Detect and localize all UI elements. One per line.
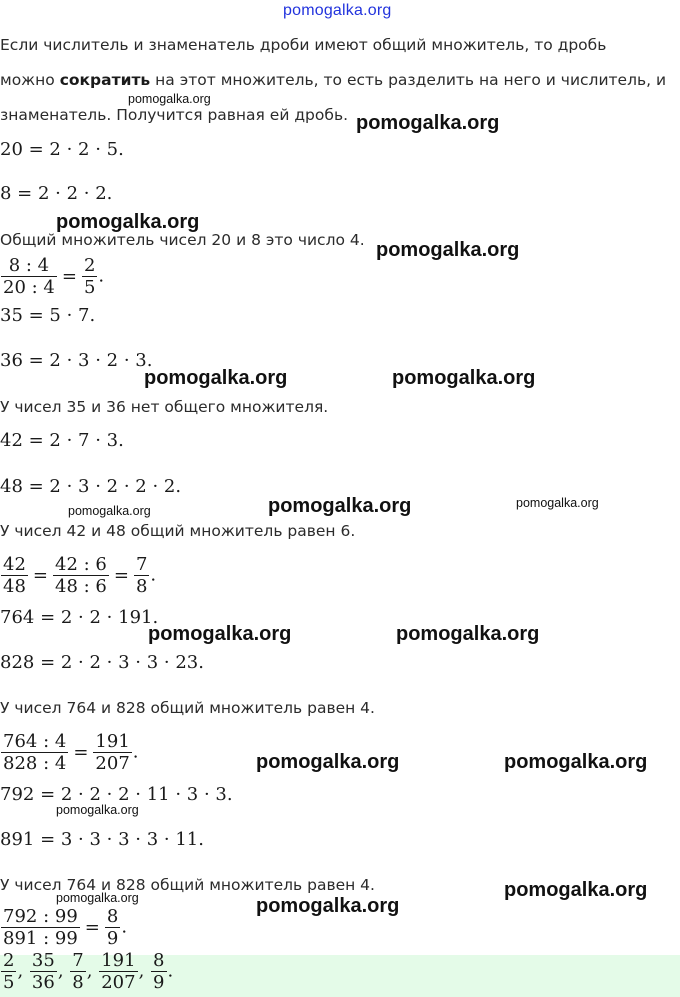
fraction-reduction-5	[0, 906, 127, 949]
intro-line-2	[0, 71, 666, 89]
top-watermark[interactable]: pomogalka.org	[283, 2, 392, 19]
fraction-expression	[1, 255, 57, 298]
watermark: pomogalka.org	[504, 879, 648, 901]
factorization-8: 8 = 2 · 2 · 2.	[0, 183, 113, 204]
common-factor-2: У чисел 35 и 36 нет общего множителя.	[0, 398, 329, 416]
fraction-numerator: 2	[3, 950, 15, 971]
fraction-numerator: 8	[106, 906, 119, 927]
factorization-20: 20 = 2 · 2 · 5.	[0, 139, 124, 160]
period: .	[167, 960, 174, 982]
factorization-42: 42 = 2 · 7 · 3.	[0, 430, 124, 451]
fraction-numerator: 7	[135, 554, 148, 575]
answer-fraction	[99, 950, 137, 993]
fraction-reduction-3	[0, 554, 156, 597]
intro-line-2-c: на этот множитель, то есть разделить на него и числитель, и	[150, 71, 667, 89]
period: .	[98, 265, 105, 287]
answer-fraction	[30, 950, 57, 993]
fraction-denominator: 8	[72, 972, 84, 993]
equals-sign: =	[61, 266, 77, 287]
fraction-result	[105, 906, 120, 949]
fraction-denominator: 828 : 4	[3, 753, 67, 774]
factorization-764: 764 = 2 · 2 · 191.	[0, 607, 159, 628]
fraction-numerator: 42	[3, 554, 26, 575]
answer-fraction	[151, 950, 166, 993]
fraction-denominator: 48 : 6	[55, 576, 107, 597]
comma: ,	[17, 960, 24, 982]
factorization-35: 35 = 5 · 7.	[0, 305, 96, 326]
watermark: pomogalka.org	[256, 751, 400, 773]
fraction-result	[82, 255, 97, 298]
fraction-denominator: 207	[95, 753, 130, 774]
fraction-denominator: 891 : 99	[3, 928, 78, 949]
fraction-denominator: 207	[101, 972, 136, 993]
fraction-denominator: 9	[153, 972, 165, 993]
factorization-891: 891 = 3 · 3 · 3 · 3 · 11.	[0, 829, 204, 850]
watermark: pomogalka.org	[516, 496, 599, 510]
watermark: pomogalka.org	[396, 623, 540, 645]
fraction-denominator: 8	[135, 576, 148, 597]
answer-fraction	[1, 950, 16, 993]
factorization-36: 36 = 2 · 3 · 2 · 3.	[0, 350, 153, 371]
fraction-numerator: 792 : 99	[3, 906, 78, 927]
fraction-numerator: 7	[72, 950, 84, 971]
fraction-reduction-4	[0, 731, 139, 774]
comma: ,	[86, 960, 93, 982]
watermark: pomogalka.org	[148, 623, 292, 645]
fraction-numerator: 35	[31, 950, 55, 971]
fraction-result	[93, 731, 131, 774]
intro-line-3: знаменатель. Получится равная ей дробь.	[0, 106, 349, 124]
fraction-numerator: 8 : 4	[8, 255, 50, 276]
common-factor-1: Общий множитель чисел 20 и 8 это число 4.	[0, 231, 365, 249]
fraction-denominator: 9	[106, 928, 119, 949]
watermark: pomogalka.org	[56, 211, 200, 233]
fraction-denominator: 48	[3, 576, 26, 597]
watermark: pomogalka.org	[504, 751, 648, 773]
equals-sign: =	[32, 565, 48, 586]
watermark: pomogalka.org	[56, 891, 139, 905]
watermark: pomogalka.org	[68, 504, 151, 518]
watermark: pomogalka.org	[268, 495, 412, 517]
fraction-numerator: 191	[101, 950, 136, 971]
equals-sign: =	[84, 917, 100, 938]
factorization-828: 828 = 2 · 2 · 3 · 3 · 23.	[0, 652, 204, 673]
period: .	[132, 741, 139, 763]
period: .	[150, 564, 157, 586]
fraction-denominator: 20 : 4	[3, 277, 55, 298]
common-factor-4: У чисел 764 и 828 общий множитель равен 4.	[0, 699, 375, 717]
fraction-numerator: 8	[153, 950, 165, 971]
comma: ,	[138, 960, 145, 982]
period: .	[121, 916, 128, 938]
fraction-denominator: 36	[31, 972, 55, 993]
fraction-expression	[1, 731, 68, 774]
fraction-expression	[1, 906, 80, 949]
fraction-reduction-1	[0, 255, 104, 298]
fraction-result	[134, 554, 149, 597]
fraction-expression	[53, 554, 109, 597]
equals-sign: =	[73, 742, 89, 763]
intro-line-2-a: можно	[0, 71, 60, 89]
watermark: pomogalka.org	[356, 112, 500, 134]
intro-line-1: Если числитель и знаменатель дроби имеют общий множитель, то дробь	[0, 36, 607, 54]
fraction-denominator: 5	[83, 277, 96, 298]
fraction-numerator: 42 : 6	[55, 554, 107, 575]
watermark: pomogalka.org	[392, 367, 536, 389]
watermark: pomogalka.org	[128, 92, 211, 106]
fraction-denominator: 5	[3, 972, 15, 993]
fraction-original	[1, 554, 28, 597]
factorization-48: 48 = 2 · 3 · 2 · 2 · 2.	[0, 476, 182, 497]
fraction-numerator: 764 : 4	[3, 731, 67, 752]
fraction-numerator: 2	[83, 255, 96, 276]
answer-fraction	[70, 950, 85, 993]
intro-keyword: сократить	[59, 71, 151, 89]
watermark: pomogalka.org	[144, 367, 288, 389]
comma: ,	[57, 960, 64, 982]
common-factor-5: У чисел 764 и 828 общий множитель равен 4.	[0, 876, 375, 894]
watermark: pomogalka.org	[376, 239, 520, 261]
equals-sign: =	[113, 565, 129, 586]
common-factor-3: У чисел 42 и 48 общий множитель равен 6.	[0, 522, 356, 540]
factorization-792: 792 = 2 · 2 · 2 · 11 · 3 · 3.	[0, 784, 233, 805]
fraction-numerator: 191	[95, 731, 130, 752]
watermark: pomogalka.org	[256, 895, 400, 917]
answer-fractions	[0, 950, 173, 993]
watermark: pomogalka.org	[56, 803, 139, 817]
